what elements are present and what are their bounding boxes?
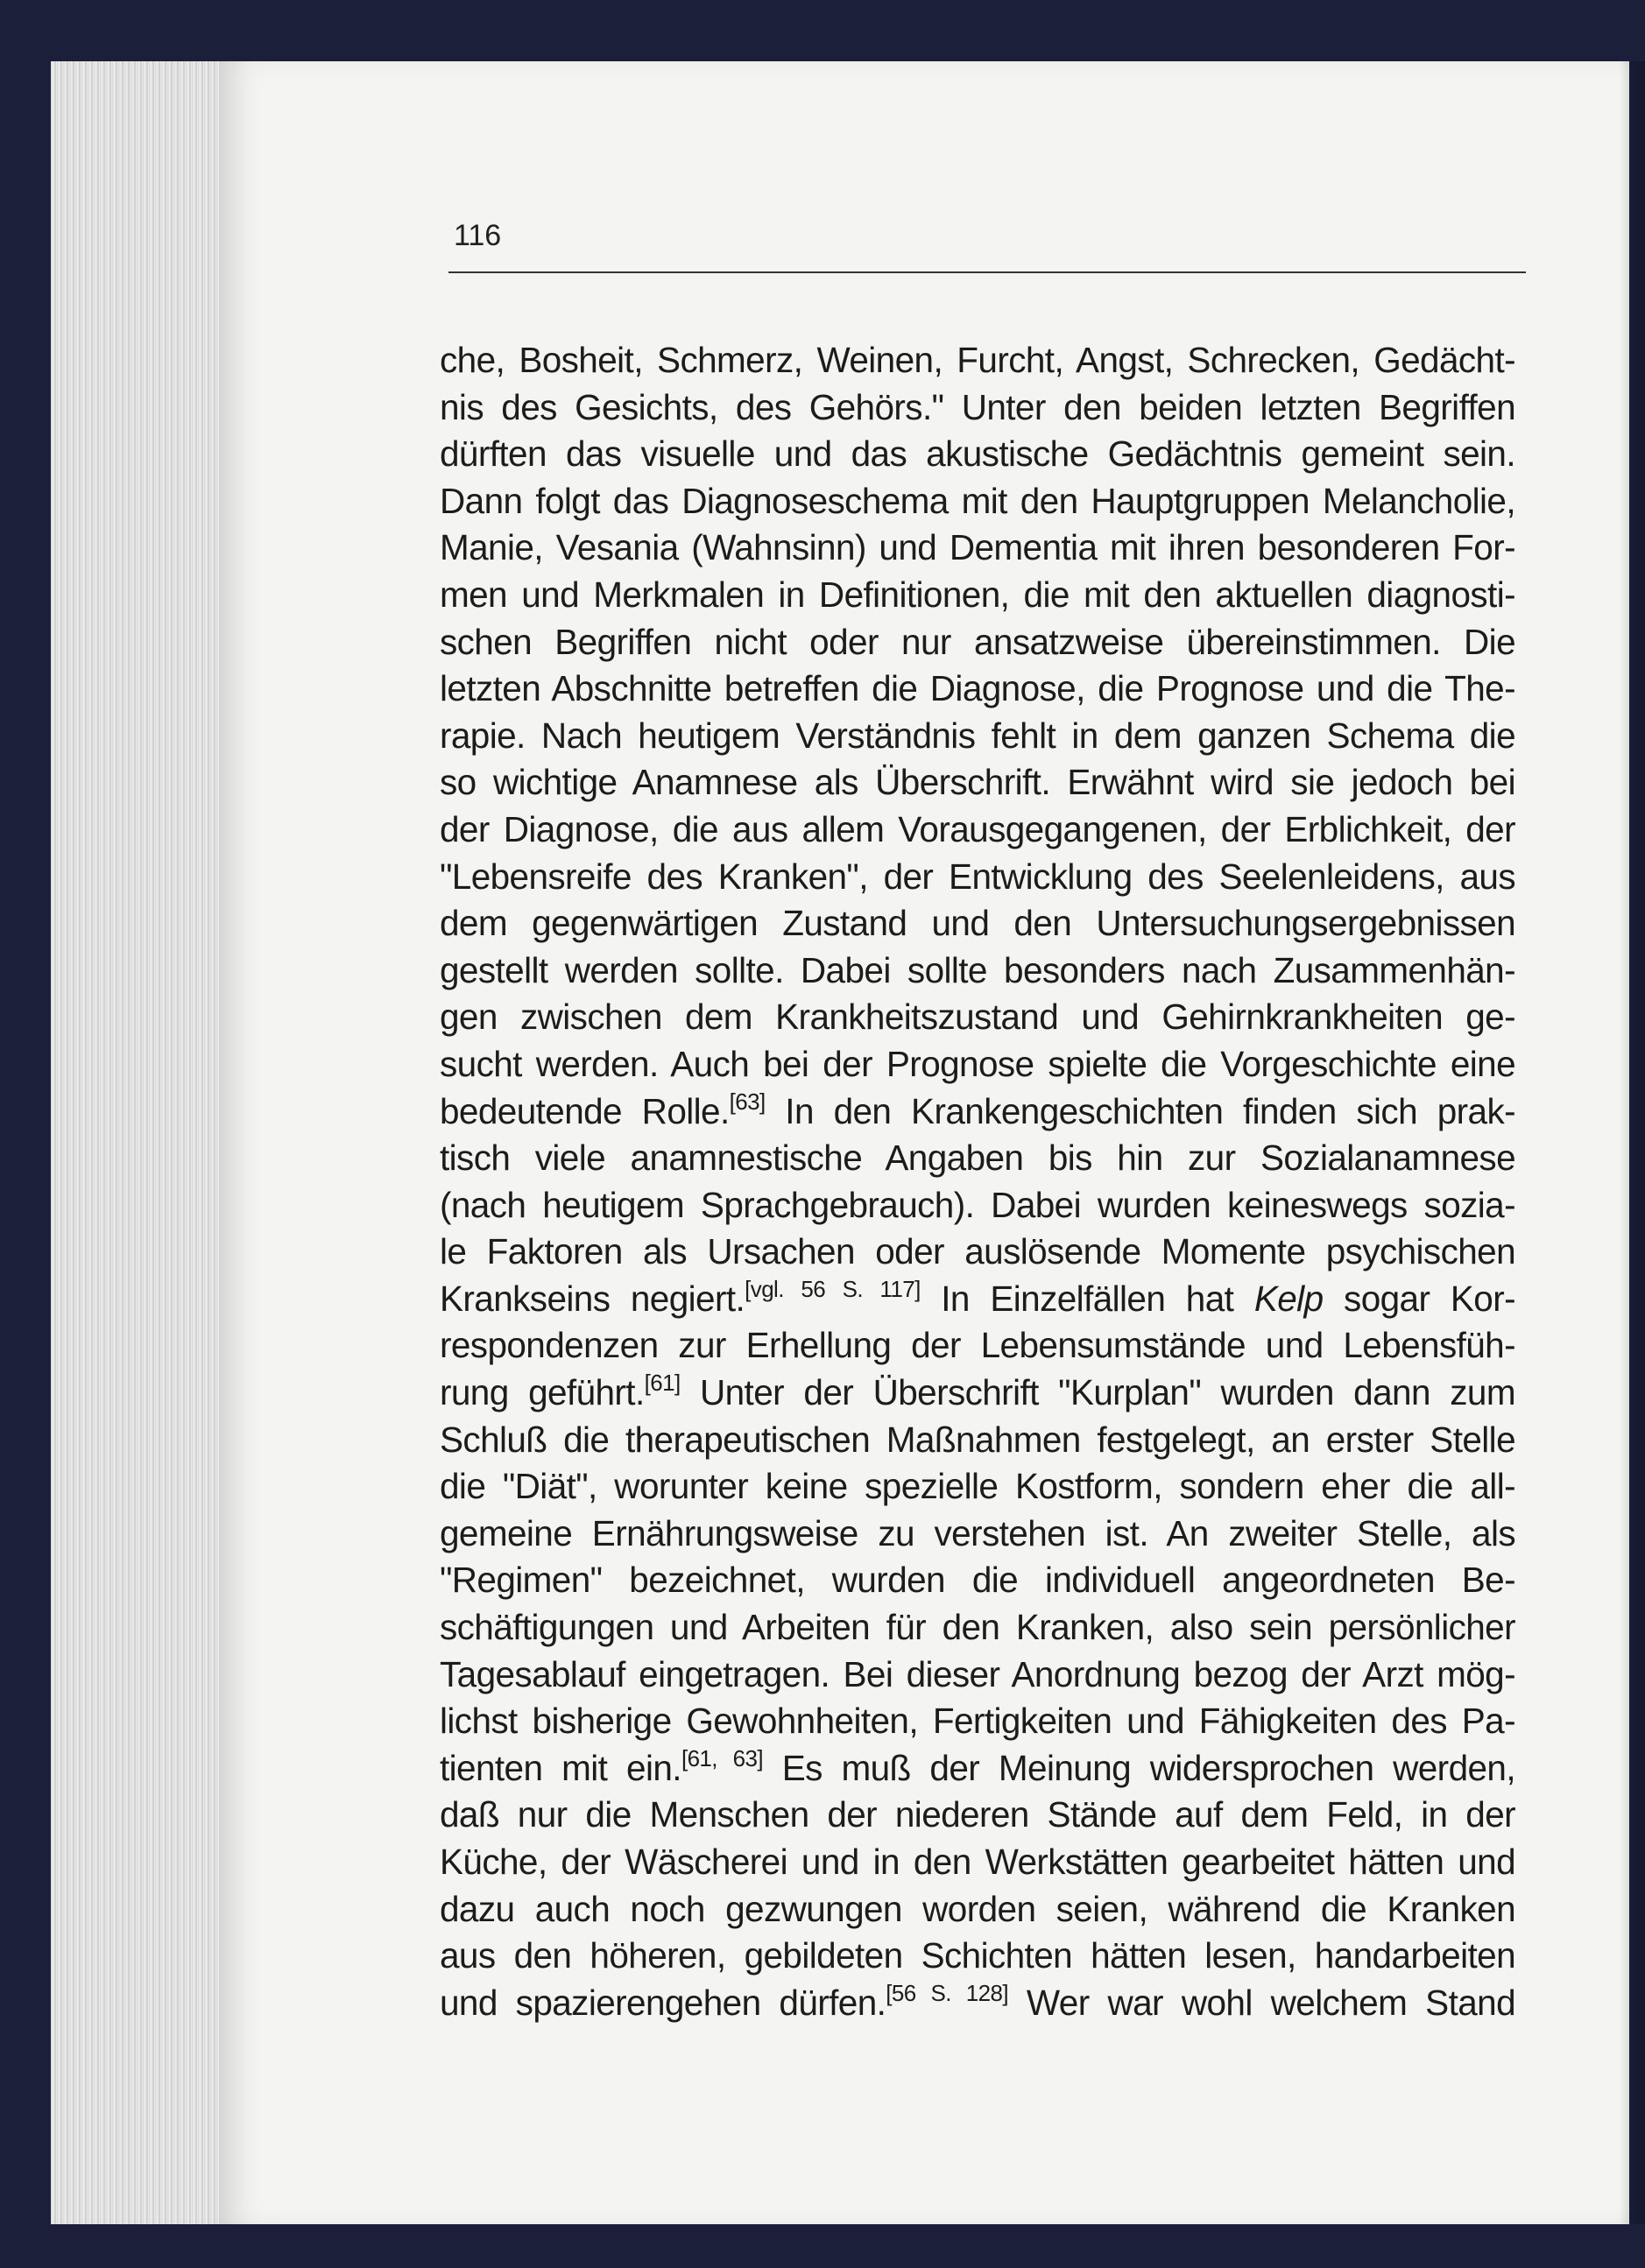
italic-name: Kelp [1253, 1278, 1324, 1319]
text-segment: gemeine Ernährungsweise zu verstehen ist. An zweiter Stelle, als [440, 1512, 1515, 1553]
text-segment: gen zwischen dem Krankheitszustand und Gehirnkrankheiten ge- [440, 997, 1515, 1038]
text-segment: nis des Gesichts, des Gehörs." Unter den beiden letzten Begriffen [440, 386, 1515, 427]
text-line [440, 759, 1515, 806]
text-segment: schäftigungen und Arbeiten für den Kranken, also sein persönlicher [440, 1607, 1515, 1648]
text-segment: dem gegenwärtigen Zustand und den Untersuchungsergebnissen [440, 903, 1515, 944]
text-segment: Tagesablauf eingetragen. Bei dieser Anordnung bezog der Arzt mög- [440, 1653, 1515, 1694]
text-segment: tienten mit ein. [440, 1747, 681, 1788]
text-segment: Wer war wohl welchem Stand [1007, 1982, 1515, 2023]
book-page-edges [51, 61, 235, 2224]
text-line [440, 1698, 1515, 1745]
text-segment: le Faktoren als Ursachen oder auslösende Momente psychischen [440, 1231, 1515, 1272]
text-line [440, 1511, 1515, 1558]
citation-reference: [61] [644, 1370, 681, 1397]
text-segment: daß nur die Menschen der niederen Stände auf dem Feld, in der [440, 1794, 1515, 1835]
text-line [440, 1933, 1515, 1980]
text-line [440, 1463, 1515, 1511]
text-segment: schen Begriffen nicht oder nur ansatzweise übereinstimmen. Die [440, 621, 1515, 662]
text-line [440, 1745, 1515, 1793]
text-segment: respondenzen zur Erhellung der Lebensumstände und Lebensfüh- [440, 1325, 1515, 1366]
text-line [440, 854, 1515, 901]
text-segment: Dann folgt das Diagnoseschema mit den Hauptgruppen Melancholie, [440, 480, 1515, 521]
text-segment: dürften das visuelle und das akustische Gedächtnis gemeint sein. [440, 433, 1515, 475]
text-segment: bedeutende Rolle. [440, 1090, 730, 1131]
text-line [440, 1557, 1515, 1604]
text-segment: rapie. Nach heutigem Verständnis fehlt in dem ganzen Schema die [440, 715, 1515, 756]
text-line [440, 947, 1515, 995]
text-segment: die "Diät", worunter keine spezielle Kostform, sondern eher die all- [440, 1466, 1515, 1507]
text-line [440, 666, 1515, 713]
text-segment: tisch viele anamnestische Angaben bis hin zur Sozialanamnese [440, 1138, 1515, 1179]
text-line [440, 572, 1515, 619]
text-line [440, 1229, 1515, 1276]
text-segment: lichst bisherige Gewohnheiten, Fertigkeiten und Fähigkeiten des Pa- [440, 1701, 1515, 1742]
text-segment: Unter der Überschrift "Kurplan" wurden dann zum [680, 1372, 1515, 1413]
text-line [440, 1792, 1515, 1839]
page-curl-shadow [1619, 61, 1645, 2224]
text-line [440, 1839, 1515, 1886]
text-line [440, 713, 1515, 760]
text-segment: aus den höheren, gebildeten Schichten hätten lesen, handarbeiten [440, 1935, 1515, 1976]
text-segment: In Einzelfällen hat [920, 1278, 1254, 1319]
text-line [440, 1088, 1515, 1136]
text-line [440, 806, 1515, 854]
text-line [440, 900, 1515, 947]
text-line [440, 1135, 1515, 1182]
text-line [440, 1276, 1515, 1323]
text-segment: "Regimen" bezeichnet, wurden die individuell angeordneten Be- [440, 1560, 1515, 1601]
text-segment: Küche, der Wäscherei und in den Werkstätten gearbeitet hätten und [440, 1842, 1515, 1882]
text-segment: sucht werden. Auch bei der Prognose spielte die Vorgeschichte eine [440, 1043, 1515, 1084]
text-line [440, 337, 1515, 384]
text-line [440, 1652, 1515, 1699]
text-segment: In den Krankengeschichten finden sich prak- [765, 1090, 1515, 1131]
text-line [440, 1370, 1515, 1417]
text-segment: sogar Kor- [1323, 1278, 1515, 1319]
text-line [440, 1886, 1515, 1933]
text-line [440, 384, 1515, 432]
text-segment: Es muß der Meinung widersprochen werden, [762, 1747, 1515, 1788]
text-segment: und spazierengehen dürfen. [440, 1982, 886, 2023]
body-text [440, 337, 1515, 2026]
text-segment: Manie, Vesania (Wahnsinn) und Dementia mit ihren besonderen For- [440, 527, 1515, 568]
text-line [440, 1604, 1515, 1652]
citation-reference: [61, 63] [681, 1744, 763, 1771]
text-segment: (nach heutigem Sprachgebrauch). Dabei wurden keineswegs sozia- [440, 1184, 1515, 1225]
page-number: 116 [454, 219, 502, 252]
citation-reference: [63] [729, 1088, 766, 1115]
text-segment: gestellt werden sollte. Dabei sollte besonders nach Zusammenhän- [440, 949, 1515, 990]
text-line [440, 525, 1515, 572]
text-line [440, 994, 1515, 1041]
text-segment: der Diagnose, die aus allem Vorausgegangenen, der Erblichkeit, der [440, 808, 1515, 849]
text-segment: che, Bosheit, Schmerz, Weinen, Furcht, Angst, Schrecken, Gedächt- [440, 340, 1515, 380]
text-segment: so wichtige Anamnese als Überschrift. Erwähnt wird sie jedoch bei [440, 762, 1515, 803]
text-segment: rung geführt. [440, 1372, 645, 1413]
citation-reference: [56 S. 128] [886, 1979, 1008, 2006]
text-segment: men und Merkmalen in Definitionen, die mit den aktuellen diagnosti- [440, 574, 1515, 615]
text-segment: "Lebensreife des Kranken", der Entwicklung des Seelenleidens, aus [440, 856, 1515, 897]
text-line [440, 478, 1515, 525]
text-line [440, 431, 1515, 478]
text-segment: Schluß die therapeutischen Maßnahmen festgelegt, an erster Stelle [440, 1419, 1515, 1460]
text-line [440, 1417, 1515, 1464]
text-line [440, 1182, 1515, 1229]
citation-reference: [vgl. 56 S. 117] [745, 1275, 921, 1302]
text-line [440, 1041, 1515, 1088]
text-segment: dazu auch noch gezwungen worden seien, während die Kranken [440, 1888, 1515, 1929]
text-segment: Krankseins negiert. [440, 1278, 745, 1319]
text-segment: letzten Abschnitte betreffen die Diagnose, die Prognose und die The- [440, 668, 1515, 709]
text-line [440, 1322, 1515, 1370]
text-line [440, 1980, 1515, 2027]
page-header [448, 219, 1526, 273]
text-line [440, 619, 1515, 666]
